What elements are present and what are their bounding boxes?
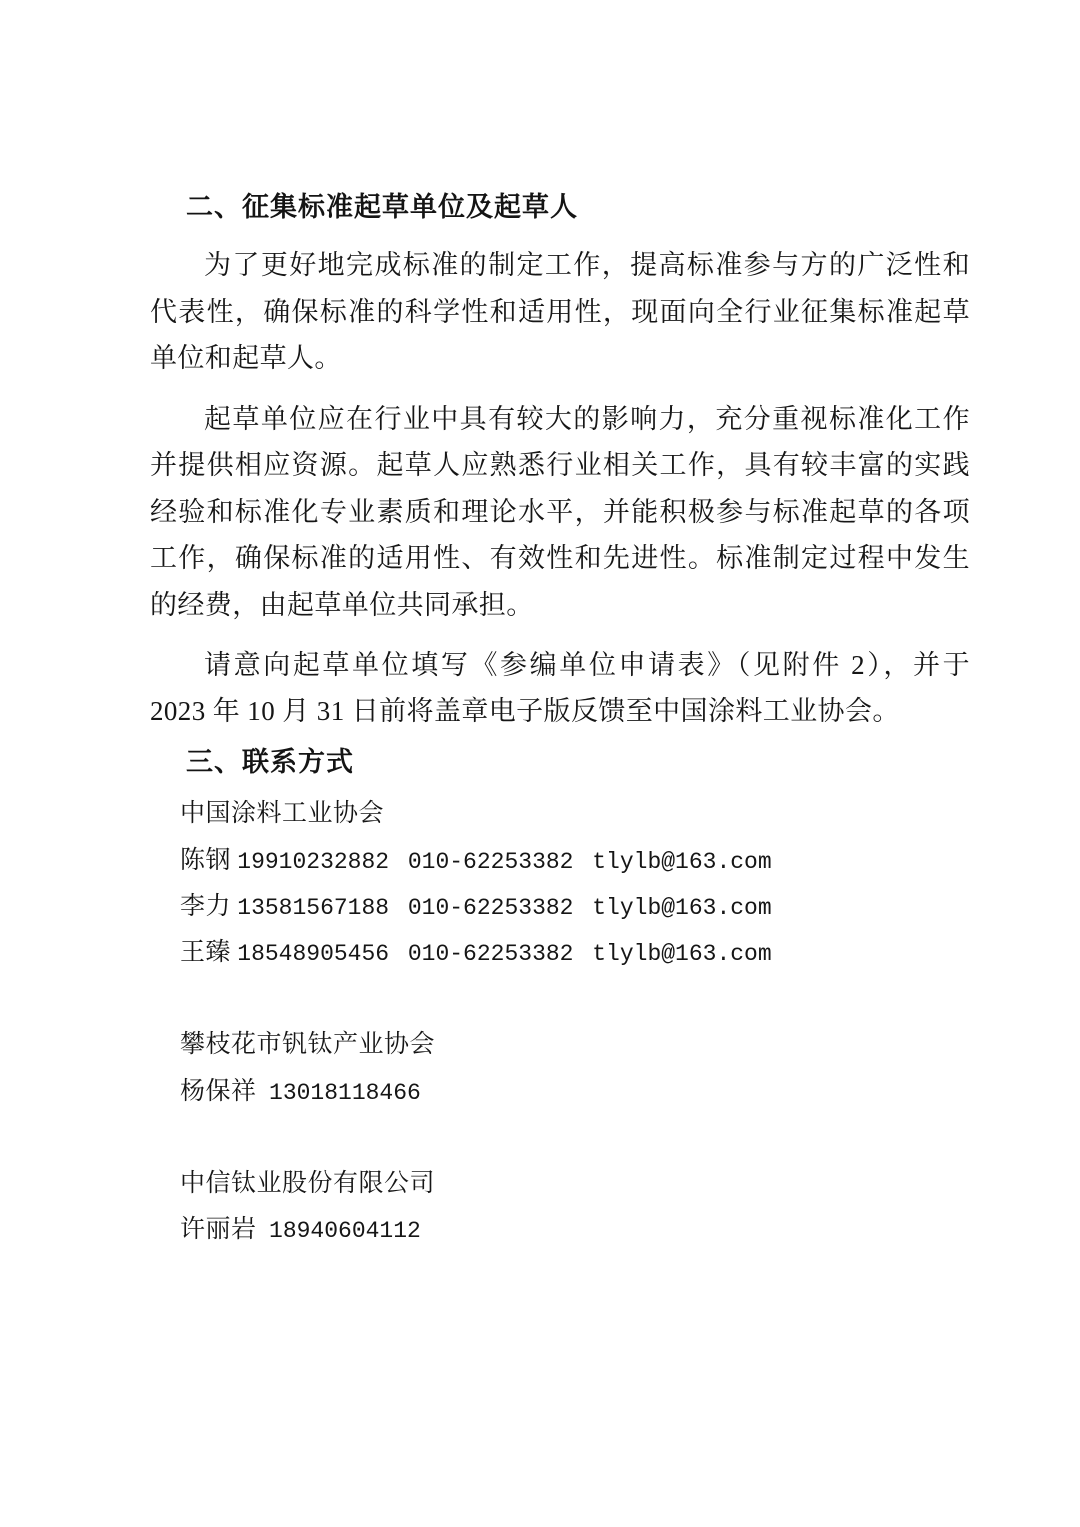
contact-name: 陈钢 <box>180 846 232 874</box>
contact-row <box>180 1069 970 1115</box>
paragraph-spacer <box>150 634 970 642</box>
contact-name: 王臻 <box>180 939 232 966</box>
org-gap <box>180 1115 970 1161</box>
contact-email: tlylb@163.com <box>592 848 772 875</box>
org-gap <box>180 976 970 1022</box>
contact-mobile: 13581567188 <box>237 894 390 921</box>
contact-row <box>180 884 970 930</box>
organization-name-pzh: 攀枝花市钒钛产业协会 <box>180 1031 436 1059</box>
contact-tel: 010-62253382 <box>407 941 574 967</box>
contact-row <box>180 1207 970 1253</box>
contact-tel: 010-62253382 <box>407 848 574 875</box>
contact-name: 李力 <box>180 892 232 920</box>
contact-mobile: 19910232882 <box>237 848 390 875</box>
organization-name-citic: 中信钛业股份有限公司 <box>180 1169 436 1197</box>
contact-row <box>180 930 970 976</box>
section-heading-2: 二、征集标准起草单位及起草人 <box>186 192 578 223</box>
contact-mobile: 18548905456 <box>237 941 390 967</box>
paragraph-1: 为了更好地完成标准的制定工作，提高标准参与方的广泛性和代表性，确保标准的科学性和适用性，现面向全行业征集标准起草单位和起草人。 <box>150 250 970 374</box>
organization-name-cnpia: 中国涂料工业协会 <box>180 800 385 828</box>
section-heading-3: 三、联系方式 <box>186 746 354 778</box>
contact-tel: 010-62253382 <box>407 894 574 921</box>
contact-row <box>180 838 970 884</box>
paragraph-spacer <box>150 388 970 396</box>
paragraph-3: 请意向起草单位填写《参编单位申请表》（见附件 2），并于 2023 年 10 月 31 日前将盖章电子版反馈至中国涂料工业协会。 <box>150 649 970 727</box>
contact-email: tlylb@163.com <box>592 941 772 967</box>
contact-block <box>150 791 970 1253</box>
contact-mobile: 13018118466 <box>269 1079 421 1106</box>
paragraph-2: 起草单位应在行业中具有较大的影响力，充分重视标准化工作并提供相应资源。起草人应熟悉行业相关工作，具有较丰富的实践经验和标准化专业素质和理论水平，并能积极参与标准起草的各项工作，确保标准的适用性、有效性和先进性。标准制定过程中发生的经费，由起草单位共同承担。 <box>150 403 970 620</box>
contact-name: 杨保祥 <box>180 1077 257 1105</box>
document-body <box>150 190 970 1253</box>
contact-name: 许丽岩 <box>180 1216 257 1243</box>
contact-mobile: 18940604112 <box>269 1218 421 1244</box>
contact-email: tlylb@163.com <box>592 894 772 921</box>
